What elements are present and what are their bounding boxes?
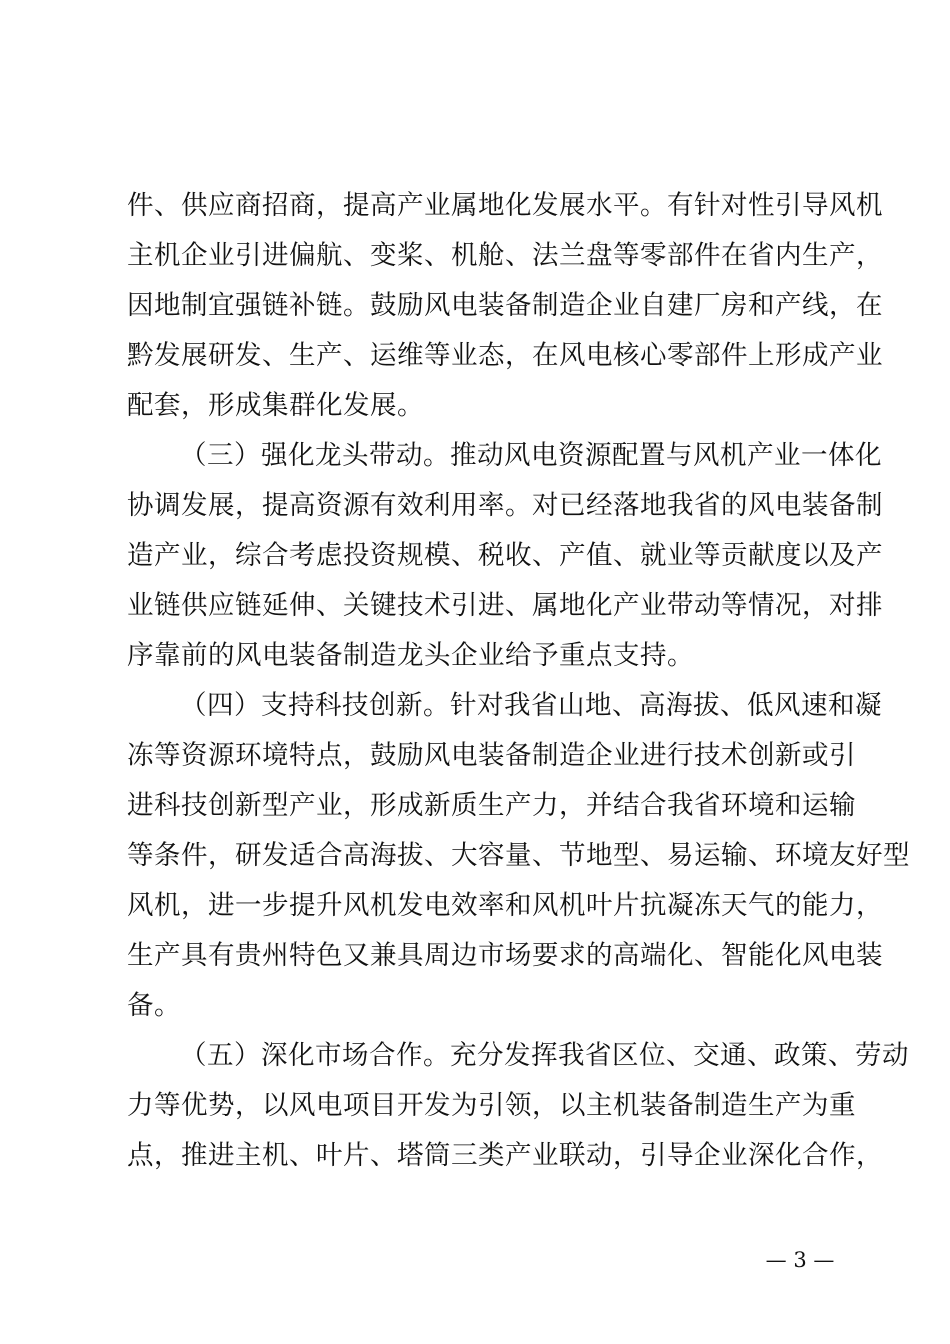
text-line-5: 配套，形成集群化发展。 bbox=[127, 390, 424, 421]
text-line-14: 等条件，研发适合高海拔、大容量、节地型、易运输、环境友好型 bbox=[127, 840, 910, 871]
text-line-16: 生产具有贵州特色又兼具周边市场要求的高端化、智能化风电装 bbox=[127, 940, 883, 971]
text-line-10: 序靠前的风电装备制造龙头企业给予重点支持。 bbox=[127, 640, 694, 671]
page-number: — 3 — bbox=[765, 1248, 835, 1272]
section-four-heading-line: （四）支持科技创新。针对我省山地、高海拔、低风速和凝 bbox=[180, 690, 882, 721]
text-line-19: 力等优势，以风电项目开发为引领，以主机装备制造生产为重 bbox=[127, 1090, 856, 1121]
section-five-heading-line: （五）深化市场合作。充分发挥我省区位、交通、政策、劳动 bbox=[180, 1040, 909, 1071]
text-line-15: 风机，进一步提升风机发电效率和风机叶片抗凝冻天气的能力， bbox=[127, 890, 883, 921]
text-line-20: 点，推进主机、叶片、塔筒三类产业联动，引导企业深化合作， bbox=[127, 1140, 883, 1171]
section-three-heading-line: （三）强化龙头带动。推动风电资源配置与风机产业一体化 bbox=[180, 440, 882, 471]
text-line-13: 进科技创新型产业，形成新质生产力，并结合我省环境和运输 bbox=[127, 790, 856, 821]
text-line-3: 因地制宜强链补链。鼓励风电装备制造企业自建厂房和产线，在 bbox=[127, 290, 883, 321]
text-line-12: 冻等资源环境特点，鼓励风电装备制造企业进行技术创新或引 bbox=[127, 740, 856, 771]
text-line-8: 造产业，综合考虑投资规模、税收、产值、就业等贡献度以及产 bbox=[127, 540, 883, 571]
text-line-1: 件、供应商招商，提高产业属地化发展水平。有针对性引导风机 bbox=[127, 190, 883, 221]
text-line-4: 黔发展研发、生产、运维等业态，在风电核心零部件上形成产业 bbox=[127, 340, 883, 371]
text-line-7: 协调发展，提高资源有效利用率。对已经落地我省的风电装备制 bbox=[127, 490, 883, 521]
text-line-9: 业链供应链延伸、关键技术引进、属地化产业带动等情况，对排 bbox=[127, 590, 883, 621]
text-line-17: 备。 bbox=[127, 990, 181, 1021]
text-line-2: 主机企业引进偏航、变桨、机舱、法兰盘等零部件在省内生产， bbox=[127, 240, 883, 271]
